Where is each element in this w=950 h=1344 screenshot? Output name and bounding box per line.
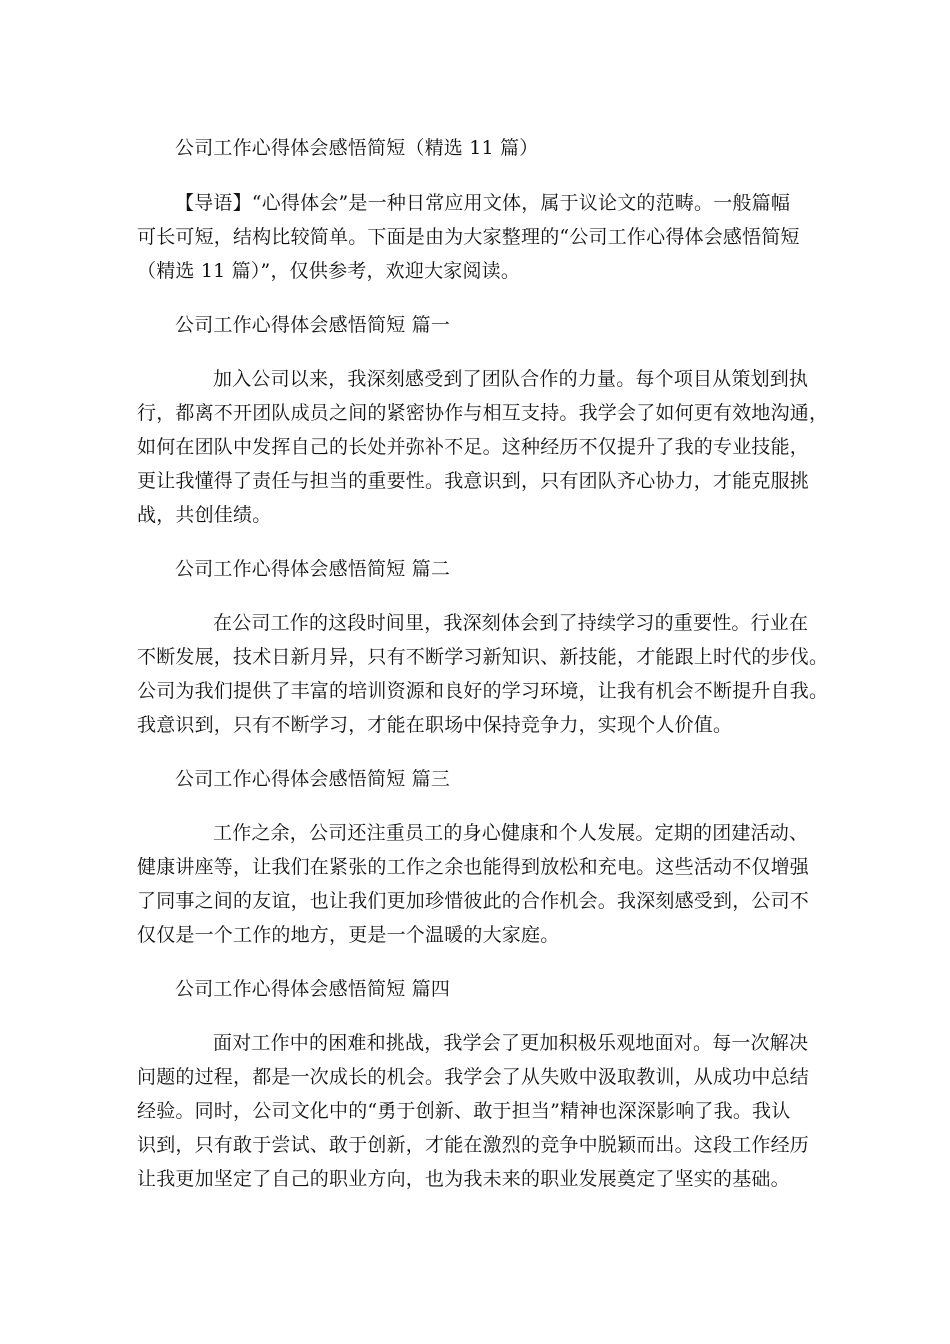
document-title: 公司工作心得体会感悟简短（精选 11 篇） xyxy=(175,137,539,159)
section-4-line: 经验。同时，公司文化中的“勇于创新、敢于担当”精神也深深影响了我。我认 xyxy=(137,1100,791,1122)
section-2-line: 公司为我们提供了丰富的培训资源和良好的学习环境，让我有机会不断提升自我。 xyxy=(137,680,829,702)
intro-line: 可长可短，结构比较简单。下面是由为大家整理的“公司工作心得体会感悟简短 xyxy=(137,226,800,248)
section-1-line: 行，都离不开团队成员之间的紧密协作与相互支持。我学会了如何更有效地沟通， xyxy=(137,402,829,424)
intro-line: 【导语】“心得体会”是一种日常应用文体，属于议论文的范畴。一般篇幅 xyxy=(175,192,791,214)
section-1-line: 加入公司以来，我深刻感受到了团队合作的力量。每个项目从策划到执 xyxy=(213,368,809,390)
section-4-line: 让我更加坚定了自己的职业方向，也为我未来的职业发展奠定了坚实的基础。 xyxy=(137,1168,790,1190)
section-heading-2: 公司工作心得体会感悟简短 篇二 xyxy=(175,558,451,580)
section-heading-3: 公司工作心得体会感悟简短 篇三 xyxy=(175,768,451,790)
section-2-line: 不断发展，技术日新月异，只有不断学习新知识、新技能，才能跟上时代的步伐。 xyxy=(137,646,829,668)
section-1-line: 战，共创佳绩。 xyxy=(137,504,272,526)
section-4-line: 问题的过程，都是一次成长的机会。我学会了从失败中汲取教训，从成功中总结 xyxy=(137,1066,810,1088)
section-4-line: 识到，只有敢于尝试、敢于创新，才能在激烈的竞争中脱颖而出。这段工作经历 xyxy=(137,1134,810,1156)
section-heading-4: 公司工作心得体会感悟简短 篇四 xyxy=(175,978,451,1000)
section-3-line: 仅仅是一个工作的地方，更是一个温暖的大家庭。 xyxy=(137,924,560,946)
section-3-line: 工作之余，公司还注重员工的身心健康和个人发展。定期的团建活动、 xyxy=(213,822,809,844)
section-4-line: 面对工作中的困难和挑战，我学会了更加积极乐观地面对。每一次解决 xyxy=(213,1032,809,1054)
section-1-line: 更让我懂得了责任与担当的重要性。我意识到，只有团队齐心协力，才能克服挑 xyxy=(137,470,810,492)
section-3-line: 健康讲座等，让我们在紧张的工作之余也能得到放松和充电。这些活动不仅增强 xyxy=(137,856,810,878)
section-1-line: 如何在团队中发挥自己的长处并弥补不足。这种经历不仅提升了我的专业技能， xyxy=(137,436,810,458)
section-2-line: 我意识到，只有不断学习，才能在职场中保持竞争力，实现个人价值。 xyxy=(137,714,733,736)
section-heading-1: 公司工作心得体会感悟简短 篇一 xyxy=(175,314,451,336)
section-3-line: 了同事之间的友谊，也让我们更加珍惜彼此的合作机会。我深刻感受到，公司不 xyxy=(137,890,810,912)
intro-line: （精选 11 篇）”，仅供参考，欢迎大家阅读。 xyxy=(137,260,521,282)
section-2-line: 在公司工作的这段时间里，我深刻体会到了持续学习的重要性。行业在 xyxy=(213,612,809,634)
